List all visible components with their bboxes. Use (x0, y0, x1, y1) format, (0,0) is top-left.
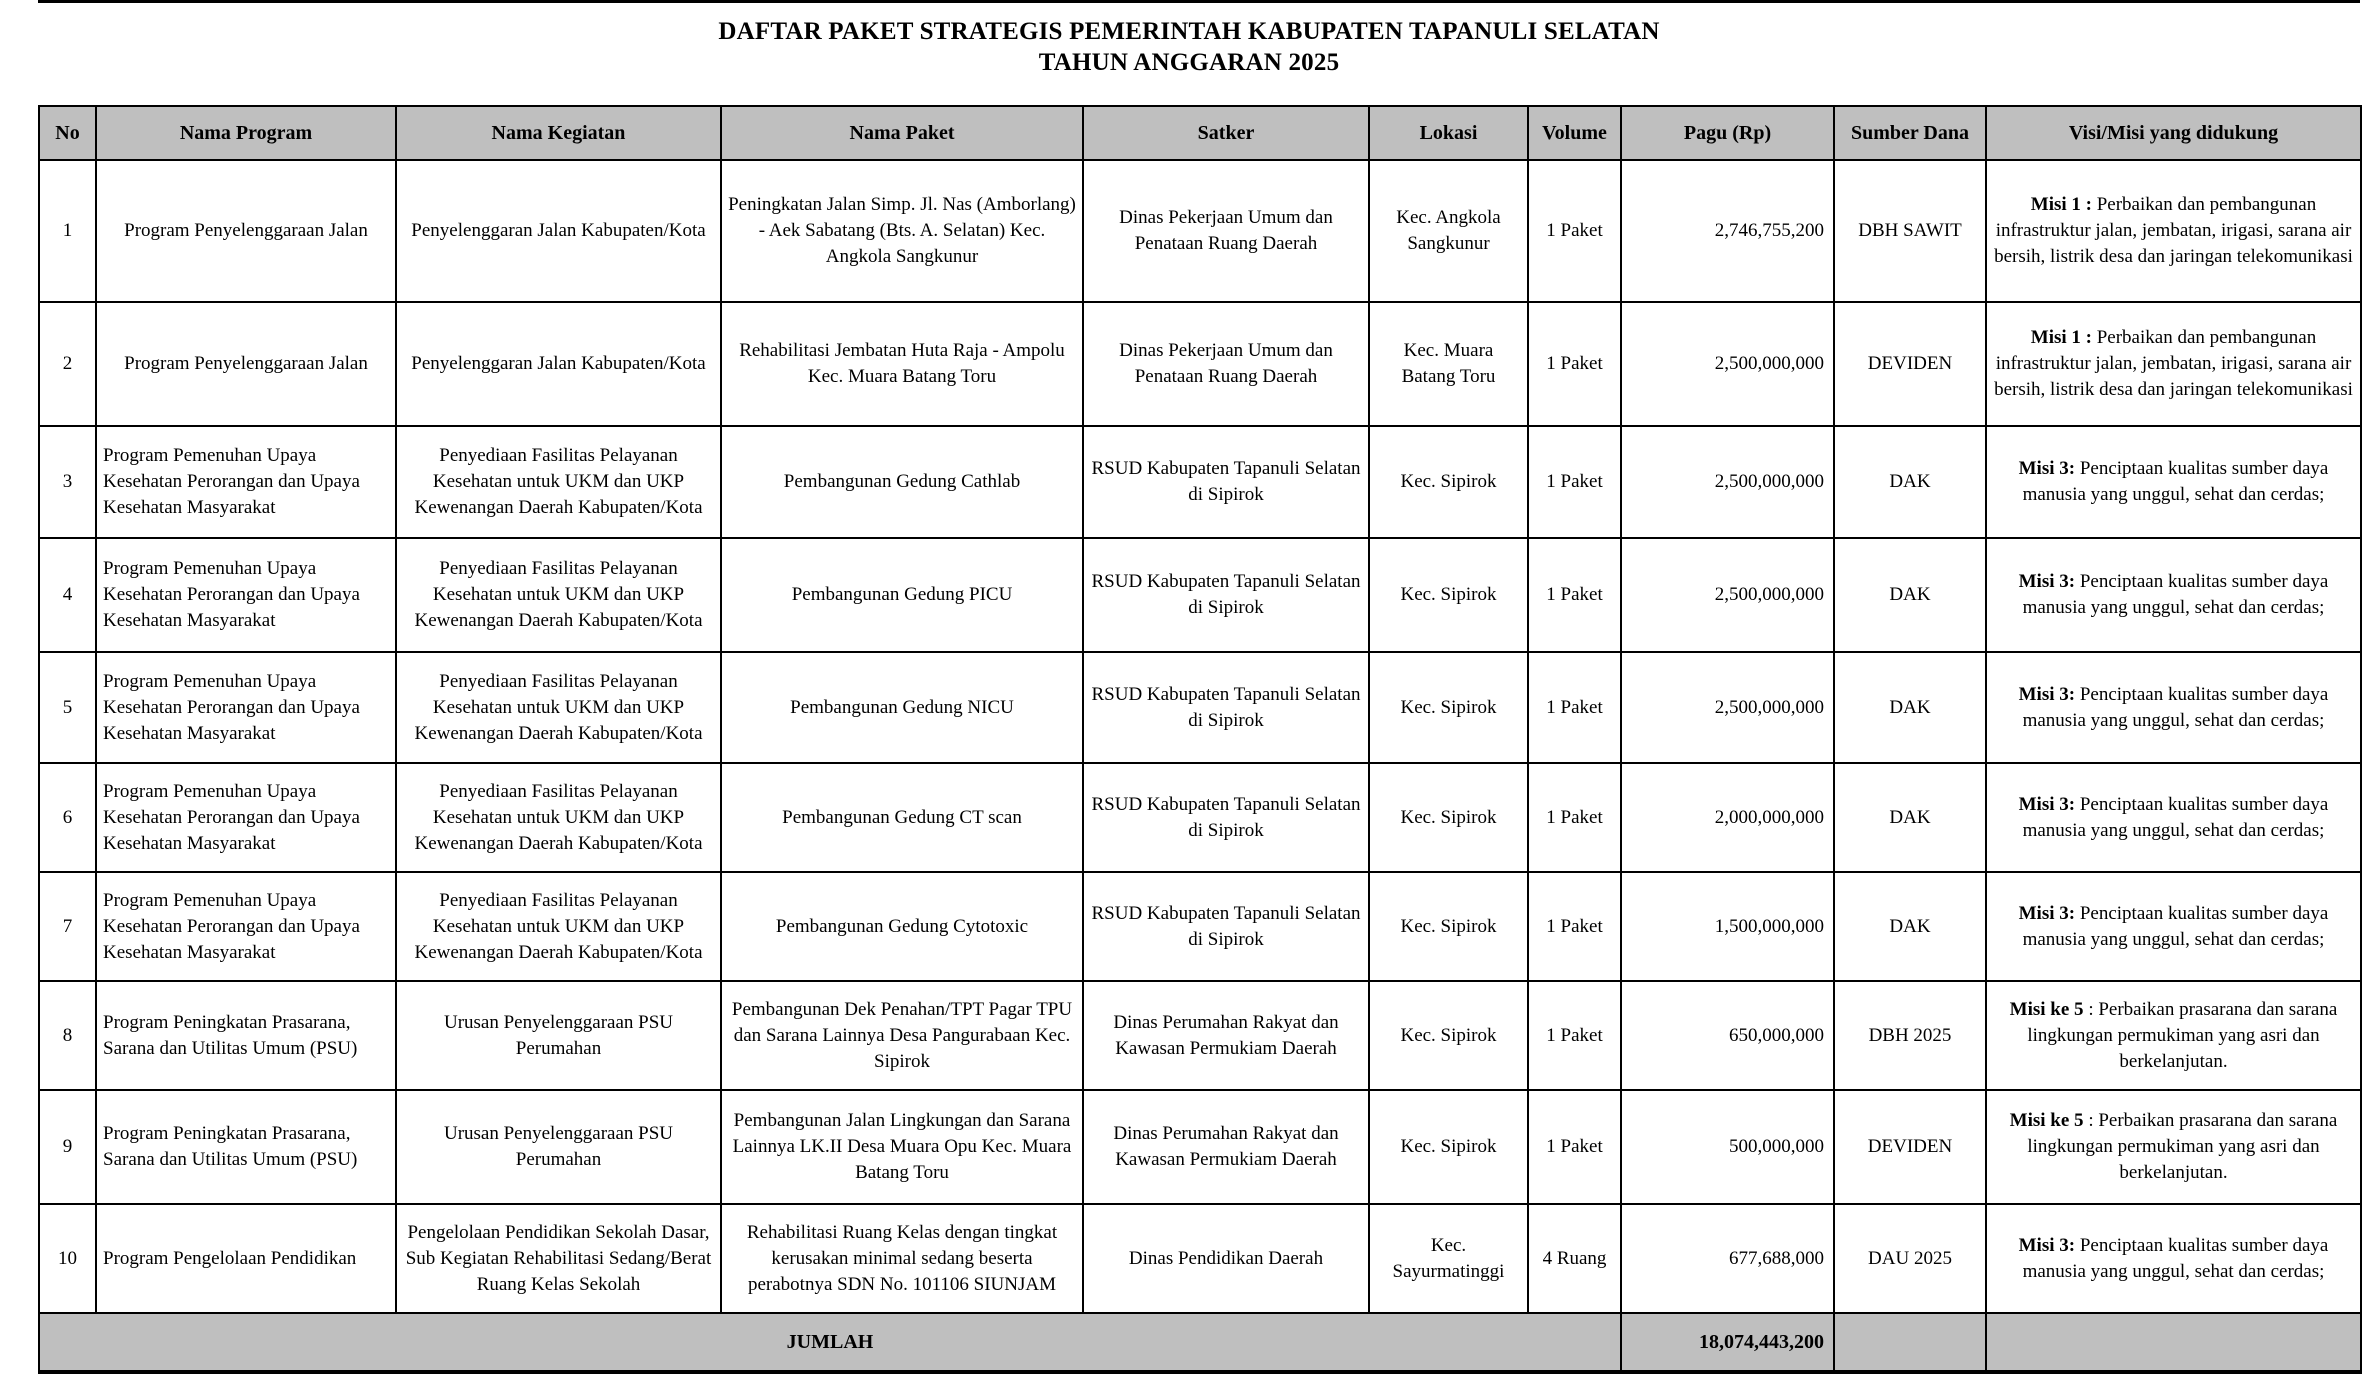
cell-lokasi: Kec. Angkola Sangkunur (1369, 160, 1528, 302)
table-row (39, 981, 2361, 1090)
cell-lokasi: Kec. Sayurmatinggi (1369, 1204, 1528, 1313)
cell-visi-misi: Misi 3: Penciptaan kualitas sumber daya manusia yang unggul, sehat dan cerdas; (1986, 872, 2361, 981)
misi-label: Misi 1 : (2030, 194, 2092, 215)
cell-sumber: DEVIDEN (1834, 302, 1986, 426)
cell-kegiatan: Penyediaan Fasilitas Pelayanan Kesehatan untuk UKM dan UKP Kewenangan Daerah Kabupaten/Kota (396, 538, 721, 652)
cell-volume: 1 Paket (1528, 160, 1621, 302)
cell-satker: RSUD Kabupaten Tapanuli Selatan di Sipirok (1083, 872, 1369, 981)
cell-visi-misi: Misi 1 : Perbaikan dan pembangunan infrastruktur jalan, jembatan, irigasi, sarana air bersih, listrik desa dan jaringan telekomunikasi (1986, 302, 2361, 426)
cell-volume: 1 Paket (1528, 872, 1621, 981)
cell-program: Program Penyelenggaraan Jalan (96, 302, 396, 426)
cell-pagu: 2,500,000,000 (1621, 426, 1834, 538)
table-row (39, 872, 2361, 981)
cell-no: 10 (39, 1204, 96, 1313)
cell-satker: RSUD Kabupaten Tapanuli Selatan di Sipirok (1083, 426, 1369, 538)
cell-lokasi: Kec. Sipirok (1369, 763, 1528, 872)
title-line-2: TAHUN ANGGARAN 2025 (1038, 49, 1340, 76)
cell-volume: 1 Paket (1528, 981, 1621, 1090)
cell-kegiatan: Penyediaan Fasilitas Pelayanan Kesehatan untuk UKM dan UKP Kewenangan Daerah Kabupaten/Kota (396, 426, 721, 538)
cell-visi-misi: Misi 3: Penciptaan kualitas sumber daya manusia yang unggul, sehat dan cerdas; (1986, 426, 2361, 538)
cell-program: Program Peningkatan Prasarana, Sarana dan Utilitas Umum (PSU) (96, 981, 396, 1090)
cell-program: Program Pemenuhan Upaya Kesehatan Perorangan dan Upaya Kesehatan Masyarakat (96, 763, 396, 872)
cell-paket: Pembangunan Gedung Cytotoxic (721, 872, 1083, 981)
cell-pagu: 2,000,000,000 (1621, 763, 1834, 872)
cell-program: Program Peningkatan Prasarana, Sarana dan Utilitas Umum (PSU) (96, 1090, 396, 1204)
cell-lokasi: Kec. Muara Batang Toru (1369, 302, 1528, 426)
table-row (39, 1204, 2361, 1313)
misi-label: Misi 3: (2018, 571, 2076, 592)
cell-program: Program Pengelolaan Pendidikan (96, 1204, 396, 1313)
cell-sumber: DBH 2025 (1834, 981, 1986, 1090)
cell-sumber: DAU 2025 (1834, 1204, 1986, 1313)
cell-volume: 1 Paket (1528, 302, 1621, 426)
cell-sumber: DAK (1834, 652, 1986, 763)
cell-kegiatan: Urusan Penyelenggaraan PSU Perumahan (396, 1090, 721, 1204)
column-header-8: Sumber Dana (1834, 106, 1986, 160)
cell-lokasi: Kec. Sipirok (1369, 981, 1528, 1090)
cell-volume: 1 Paket (1528, 652, 1621, 763)
cell-satker: Dinas Perumahan Rakyat dan Kawasan Permukiam Daerah (1083, 981, 1369, 1090)
cell-lokasi: Kec. Sipirok (1369, 538, 1528, 652)
cell-pagu: 500,000,000 (1621, 1090, 1834, 1204)
cell-visi-misi: Misi 1 : Perbaikan dan pembangunan infrastruktur jalan, jembatan, irigasi, sarana air bersih, listrik desa dan jaringan telekomunikasi (1986, 160, 2361, 302)
table-row (39, 426, 2361, 538)
total-label: JUMLAH (39, 1313, 1621, 1372)
misi-label: Misi 3: (2018, 458, 2076, 479)
cell-no: 6 (39, 763, 96, 872)
cell-paket: Rehabilitasi Ruang Kelas dengan tingkat kerusakan minimal sedang beserta perabotnya SDN No. 101106 SIUNJAM (721, 1204, 1083, 1313)
cell-no: 2 (39, 302, 96, 426)
cell-pagu: 2,500,000,000 (1621, 652, 1834, 763)
cell-program: Program Pemenuhan Upaya Kesehatan Perorangan dan Upaya Kesehatan Masyarakat (96, 426, 396, 538)
cell-sumber: DAK (1834, 538, 1986, 652)
table-row (39, 538, 2361, 652)
cell-paket: Pembangunan Gedung PICU (721, 538, 1083, 652)
cell-program: Program Pemenuhan Upaya Kesehatan Perorangan dan Upaya Kesehatan Masyarakat (96, 872, 396, 981)
cell-kegiatan: Penyediaan Fasilitas Pelayanan Kesehatan untuk UKM dan UKP Kewenangan Daerah Kabupaten/Kota (396, 652, 721, 763)
misi-label: Misi 1 : (2030, 327, 2092, 348)
cell-lokasi: Kec. Sipirok (1369, 1090, 1528, 1204)
column-header-0: No (39, 106, 96, 160)
cell-no: 1 (39, 160, 96, 302)
misi-label: Misi ke 5 (2009, 998, 2084, 1020)
cell-visi-misi: Misi 3: Penciptaan kualitas sumber daya manusia yang unggul, sehat dan cerdas; (1986, 652, 2361, 763)
cell-kegiatan: Penyelenggaran Jalan Kabupaten/Kota (396, 302, 721, 426)
column-header-4: Satker (1083, 106, 1369, 160)
cell-paket: Pembangunan Jalan Lingkungan dan Sarana Lainnya LK.II Desa Muara Opu Kec. Muara Batang Toru (721, 1090, 1083, 1204)
misi-label: Misi ke 5 (2009, 1110, 2084, 1131)
cell-paket: Peningkatan Jalan Simp. Jl. Nas (Amborlang) - Aek Sabatang (Bts. A. Selatan) Kec. Angkola Sangkunur (721, 160, 1083, 302)
title-line-1: DAFTAR PAKET STRATEGIS PEMERINTAH KABUPATEN TAPANULI SELATAN (718, 18, 1660, 45)
page-top-rule (38, 0, 2360, 3)
cell-no: 9 (39, 1090, 96, 1204)
column-header-7: Pagu (Rp) (1621, 106, 1834, 160)
cell-satker: RSUD Kabupaten Tapanuli Selatan di Sipirok (1083, 763, 1369, 872)
cell-kegiatan: Penyelenggaran Jalan Kabupaten/Kota (396, 160, 721, 302)
table-row (39, 1090, 2361, 1204)
cell-visi-misi: Misi ke 5 : Perbaikan prasarana dan sarana lingkungan permukiman yang asri dan berkelanjutan. (1986, 1090, 2361, 1204)
cell-visi-misi: Misi 3: Penciptaan kualitas sumber daya manusia yang unggul, sehat dan cerdas; (1986, 763, 2361, 872)
cell-volume: 4 Ruang (1528, 1204, 1621, 1313)
table-row (39, 652, 2361, 763)
cell-visi-misi: Misi 3: Penciptaan kualitas sumber daya manusia yang unggul, sehat dan cerdas; (1986, 1204, 2361, 1313)
cell-kegiatan: Urusan Penyelenggaraan PSU Perumahan (396, 981, 721, 1090)
cell-no: 7 (39, 872, 96, 981)
cell-pagu: 1,500,000,000 (1621, 872, 1834, 981)
cell-paket: Pembangunan Dek Penahan/TPT Pagar TPU dan Sarana Lainnya Desa Pangurabaan Kec. Sipirok (721, 981, 1083, 1090)
cell-no: 3 (39, 426, 96, 538)
table-header-row (39, 106, 2361, 160)
cell-satker: RSUD Kabupaten Tapanuli Selatan di Sipirok (1083, 538, 1369, 652)
cell-pagu: 2,500,000,000 (1621, 302, 1834, 426)
cell-no: 8 (39, 981, 96, 1090)
column-header-6: Volume (1528, 106, 1621, 160)
cell-volume: 1 Paket (1528, 426, 1621, 538)
cell-no: 4 (39, 538, 96, 652)
cell-kegiatan: Penyediaan Fasilitas Pelayanan Kesehatan untuk UKM dan UKP Kewenangan Daerah Kabupaten/Kota (396, 872, 721, 981)
cell-lokasi: Kec. Sipirok (1369, 426, 1528, 538)
table-row (39, 763, 2361, 872)
cell-lokasi: Kec. Sipirok (1369, 652, 1528, 763)
cell-program: Program Pemenuhan Upaya Kesehatan Perorangan dan Upaya Kesehatan Masyarakat (96, 652, 396, 763)
column-header-5: Lokasi (1369, 106, 1528, 160)
cell-sumber: DAK (1834, 426, 1986, 538)
total-sumber-empty-cell (1834, 1313, 1986, 1372)
total-visi-empty-cell (1986, 1313, 2361, 1372)
table-row (39, 160, 2361, 302)
cell-sumber: DAK (1834, 872, 1986, 981)
misi-label: Misi 3: (2018, 1234, 2076, 1256)
cell-kegiatan: Penyediaan Fasilitas Pelayanan Kesehatan untuk UKM dan UKP Kewenangan Daerah Kabupaten/Kota (396, 763, 721, 872)
total-row (39, 1313, 2361, 1372)
cell-pagu: 2,746,755,200 (1621, 160, 1834, 302)
cell-paket: Pembangunan Gedung CT scan (721, 763, 1083, 872)
cell-satker: RSUD Kabupaten Tapanuli Selatan di Sipirok (1083, 652, 1369, 763)
misi-label: Misi 3: (2018, 902, 2076, 924)
column-header-1: Nama Program (96, 106, 396, 160)
cell-sumber: DAK (1834, 763, 1986, 872)
strategic-packages-table (38, 105, 2362, 1374)
cell-paket: Pembangunan Gedung NICU (721, 652, 1083, 763)
cell-visi-misi: Misi 3: Penciptaan kualitas sumber daya manusia yang unggul, sehat dan cerdas; (1986, 538, 2361, 652)
cell-pagu: 650,000,000 (1621, 981, 1834, 1090)
column-header-2: Nama Kegiatan (396, 106, 721, 160)
cell-pagu: 2,500,000,000 (1621, 538, 1834, 652)
cell-no: 5 (39, 652, 96, 763)
cell-pagu: 677,688,000 (1621, 1204, 1834, 1313)
cell-lokasi: Kec. Sipirok (1369, 872, 1528, 981)
cell-sumber: DBH SAWIT (1834, 160, 1986, 302)
cell-paket: Rehabilitasi Jembatan Huta Raja - Ampolu Kec. Muara Batang Toru (721, 302, 1083, 426)
cell-sumber: DEVIDEN (1834, 1090, 1986, 1204)
cell-satker: Dinas Perumahan Rakyat dan Kawasan Permukiam Daerah (1083, 1090, 1369, 1204)
column-header-9: Visi/Misi yang didukung (1986, 106, 2361, 160)
document-title (0, 16, 2378, 78)
column-header-3: Nama Paket (721, 106, 1083, 160)
cell-volume: 1 Paket (1528, 1090, 1621, 1204)
table-row (39, 302, 2361, 426)
cell-volume: 1 Paket (1528, 538, 1621, 652)
cell-paket: Pembangunan Gedung Cathlab (721, 426, 1083, 538)
cell-visi-misi: Misi ke 5 : Perbaikan prasarana dan sarana lingkungan permukiman yang asri dan berkelanjutan. (1986, 981, 2361, 1090)
cell-satker: Dinas Pekerjaan Umum dan Penataan Ruang Daerah (1083, 160, 1369, 302)
cell-program: Program Pemenuhan Upaya Kesehatan Perorangan dan Upaya Kesehatan Masyarakat (96, 538, 396, 652)
cell-volume: 1 Paket (1528, 763, 1621, 872)
cell-kegiatan: Pengelolaan Pendidikan Sekolah Dasar, Sub Kegiatan Rehabilitasi Sedang/Berat Ruang Kelas Sekolah (396, 1204, 721, 1313)
total-pagu-value: 18,074,443,200 (1621, 1313, 1834, 1372)
cell-satker: Dinas Pekerjaan Umum dan Penataan Ruang Daerah (1083, 302, 1369, 426)
misi-label: Misi 3: (2018, 683, 2076, 705)
misi-label: Misi 3: (2018, 793, 2076, 815)
cell-satker: Dinas Pendidikan Daerah (1083, 1204, 1369, 1313)
cell-program: Program Penyelenggaraan Jalan (96, 160, 396, 302)
